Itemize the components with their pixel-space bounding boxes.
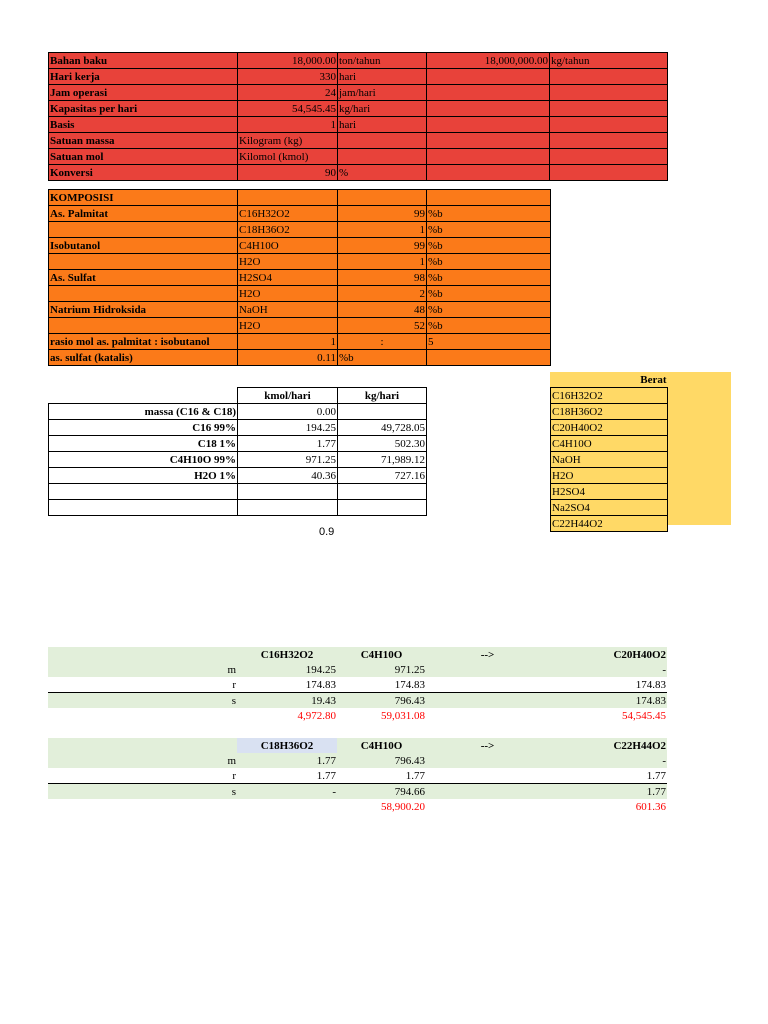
mass-label: H2O 1% [49, 468, 238, 484]
berat-header: Berat [551, 372, 668, 388]
param-label: Basis [49, 117, 238, 133]
mass-kmol [238, 500, 338, 516]
ratio-left: 1 [238, 334, 338, 350]
composition-row [49, 254, 551, 270]
reaction-row [48, 677, 667, 693]
reaction-row-label: s [48, 784, 237, 800]
reaction-value-p: 1.77 [549, 784, 667, 800]
reaction-spacer [426, 677, 549, 693]
reaction-value-a: 19.43 [237, 693, 337, 709]
component-name: As. Sulfat [49, 270, 238, 286]
param-row [49, 149, 668, 165]
berat-row [551, 452, 668, 468]
param-value-2 [427, 85, 550, 101]
reaction-spacer [426, 768, 549, 784]
composition-row [49, 222, 551, 238]
composition-row [49, 206, 551, 222]
param-value-2 [427, 69, 550, 85]
mass-kg: 71,989.12 [338, 452, 427, 468]
mass-kmol: 40.36 [238, 468, 338, 484]
component-name: Isobutanol [49, 238, 238, 254]
reaction-value-p: - [549, 753, 667, 768]
component-unit: %b [427, 270, 551, 286]
reaction-row [48, 662, 667, 677]
reaction-row-label: r [232, 769, 236, 782]
berat-item: H2O [551, 468, 668, 484]
mass-row [49, 484, 427, 500]
r2-arrow: --> [426, 738, 549, 753]
col-kmol-header: kmol/hari [238, 388, 338, 404]
r1-mass-b: 59,031.08 [381, 709, 425, 722]
param-value-2 [427, 101, 550, 117]
catalyst-unit: %b [338, 350, 427, 366]
param-label: Konversi [49, 165, 238, 181]
param-unit-2 [550, 101, 668, 117]
mass-label: massa (C16 & C18) [49, 404, 238, 420]
param-label: Jam operasi [49, 85, 238, 101]
r2-mass-b: 58,900.20 [381, 800, 425, 813]
component-formula: C4H10O [238, 238, 338, 254]
composition-row [49, 318, 551, 334]
param-row [49, 85, 668, 101]
mass-kmol: 0.00 [238, 404, 338, 420]
param-label: Satuan massa [49, 133, 238, 149]
reaction-value-p: - [549, 662, 667, 677]
param-unit-2 [550, 165, 668, 181]
component-value: 2 [338, 286, 427, 302]
component-formula: H2SO4 [238, 270, 338, 286]
param-label: Hari kerja [49, 69, 238, 85]
param-unit-2 [550, 117, 668, 133]
mass-row [49, 468, 427, 484]
param-unit-2 [550, 69, 668, 85]
r1-reactant-b: C4H10O [337, 647, 426, 662]
catalyst-row [49, 350, 551, 366]
param-value: Kilomol (kmol) [238, 149, 338, 165]
mass-row [49, 452, 427, 468]
ratio-separator: : [338, 334, 427, 350]
ratio-right: 5 [427, 334, 551, 350]
berat-item: NaOH [551, 452, 668, 468]
param-label: Satuan mol [49, 149, 238, 165]
param-value: 90 [238, 165, 338, 181]
ratio-label: rasio mol as. palmitat : isobutanol [49, 334, 238, 350]
r1-mass-a: 4,972.80 [297, 709, 336, 722]
param-unit: ton/tahun [338, 53, 427, 69]
reaction-value-b: 971.25 [337, 662, 426, 677]
reaction-row-label: m [48, 753, 237, 768]
param-value: 54,545.45 [238, 101, 338, 117]
reaction-value-b: 796.43 [337, 753, 426, 768]
mass-table-header [49, 388, 427, 404]
berat-row [551, 436, 668, 452]
reaction-value-a: 194.25 [237, 662, 337, 677]
reaction-value-a: - [237, 784, 337, 800]
param-value-2 [427, 165, 550, 181]
composition-header: KOMPOSISI [49, 190, 238, 206]
mass-label: C18 1% [49, 436, 238, 452]
param-unit: hari [338, 69, 427, 85]
component-name [49, 254, 238, 270]
r1-arrow: --> [426, 647, 549, 662]
col-kg-header: kg/hari [338, 388, 427, 404]
component-value: 1 [338, 222, 427, 238]
mass-kg [338, 404, 427, 420]
param-value-2 [427, 149, 550, 165]
component-name [49, 318, 238, 334]
reaction-row-label: s [48, 693, 237, 709]
param-value: Kilogram (kg) [238, 133, 338, 149]
composition-table [48, 189, 551, 366]
mass-kmol: 1.77 [238, 436, 338, 452]
parameters-table [48, 52, 668, 181]
reaction-row [48, 693, 667, 709]
r2-mass-a [237, 799, 337, 814]
berat-row [551, 468, 668, 484]
berat-row [551, 404, 668, 420]
param-unit [338, 149, 427, 165]
param-row [49, 117, 668, 133]
r2-reactant-a: C18H36O2 [237, 738, 337, 753]
berat-row [551, 420, 668, 436]
component-name: Natrium Hidroksida [49, 302, 238, 318]
param-row [49, 69, 668, 85]
reaction-spacer [426, 784, 549, 800]
component-name: As. Palmitat [49, 206, 238, 222]
mass-row [49, 500, 427, 516]
berat-row [551, 516, 668, 532]
berat-item: C22H44O2 [551, 516, 668, 532]
conversion-note: 0.9 [319, 526, 335, 538]
reaction-value-a: 1.77 [316, 769, 336, 782]
composition-header-row [49, 190, 551, 206]
r2-mass-p: 601.36 [635, 800, 666, 813]
param-unit-2 [550, 85, 668, 101]
component-value: 99 [338, 238, 427, 254]
reaction-value-p: 1.77 [646, 769, 666, 782]
component-value: 52 [338, 318, 427, 334]
mass-table [48, 387, 427, 516]
berat-item: C16H32O2 [551, 388, 668, 404]
mass-kg: 502.30 [338, 436, 427, 452]
berat-row [551, 484, 668, 500]
composition-row [49, 238, 551, 254]
param-unit-2: kg/tahun [550, 53, 668, 69]
param-label: Bahan baku [49, 53, 238, 69]
component-unit: %b [427, 254, 551, 270]
mass-kmol: 971.25 [238, 452, 338, 468]
composition-row [49, 302, 551, 318]
r2-product: C22H44O2 [549, 738, 667, 753]
component-unit: %b [427, 318, 551, 334]
r1-mass-p: 54,545.45 [622, 709, 666, 722]
component-value: 1 [338, 254, 427, 270]
r2-reactant-b: C4H10O [337, 738, 426, 753]
mass-kg: 727.16 [338, 468, 427, 484]
component-formula: H2O [238, 254, 338, 270]
param-unit: jam/hari [338, 85, 427, 101]
param-unit: kg/hari [338, 101, 427, 117]
component-unit: %b [427, 302, 551, 318]
mass-label [49, 484, 238, 500]
berat-row [551, 500, 668, 516]
catalyst-label: as. sulfat (katalis) [49, 350, 238, 366]
r1-product: C20H40O2 [549, 647, 667, 662]
reaction-value-p: 174.83 [549, 693, 667, 709]
component-unit: %b [427, 222, 551, 238]
berat-item: C4H10O [551, 436, 668, 452]
reaction-2-mass-row [48, 799, 667, 814]
param-row [49, 101, 668, 117]
r1-reactant-a: C16H32O2 [237, 647, 337, 662]
component-unit: %b [427, 286, 551, 302]
param-value: 18,000.00 [238, 53, 338, 69]
component-name [49, 222, 238, 238]
reaction-1-mass-row [48, 708, 667, 723]
reaction-value-b: 794.66 [337, 784, 426, 800]
reaction-value-p: 174.83 [635, 678, 666, 691]
reaction-1-table [48, 647, 667, 723]
reaction-value-a: 174.83 [305, 678, 336, 691]
param-value-2 [427, 133, 550, 149]
param-value: 330 [238, 69, 338, 85]
mass-label: C4H10O 99% [49, 452, 238, 468]
catalyst-value: 0.11 [238, 350, 338, 366]
mass-kg [338, 500, 427, 516]
param-unit-2 [550, 149, 668, 165]
reaction-value-b: 796.43 [337, 693, 426, 709]
reaction-row-label: r [232, 678, 236, 691]
mass-kmol: 194.25 [238, 420, 338, 436]
reaction-2-header [48, 738, 667, 753]
component-formula: C16H32O2 [238, 206, 338, 222]
mass-label: C16 99% [49, 420, 238, 436]
mass-kmol [238, 484, 338, 500]
ratio-row [49, 334, 551, 350]
berat-item: C20H40O2 [551, 420, 668, 436]
param-unit-2 [550, 133, 668, 149]
reaction-value-a: 1.77 [237, 753, 337, 768]
reaction-row [48, 753, 667, 768]
berat-table [550, 372, 668, 532]
composition-row [49, 270, 551, 286]
berat-item: H2SO4 [551, 484, 668, 500]
component-unit: %b [427, 238, 551, 254]
param-unit: % [338, 165, 427, 181]
param-value: 1 [238, 117, 338, 133]
reaction-spacer [426, 753, 549, 768]
component-unit: %b [427, 206, 551, 222]
berat-row [551, 388, 668, 404]
param-label: Kapasitas per hari [49, 101, 238, 117]
component-value: 98 [338, 270, 427, 286]
param-row [49, 53, 668, 69]
component-formula: NaOH [238, 302, 338, 318]
param-value-2 [427, 117, 550, 133]
component-formula: C18H36O2 [238, 222, 338, 238]
component-value: 48 [338, 302, 427, 318]
param-row [49, 165, 668, 181]
component-formula: H2O [238, 286, 338, 302]
param-value: 24 [238, 85, 338, 101]
param-value-2: 18,000,000.00 [427, 53, 550, 69]
reaction-spacer [426, 662, 549, 677]
reaction-row [48, 784, 667, 800]
mass-row [49, 436, 427, 452]
param-row [49, 133, 668, 149]
component-value: 99 [338, 206, 427, 222]
mass-kg [338, 484, 427, 500]
mass-label [49, 500, 238, 516]
composition-row [49, 286, 551, 302]
berat-item: Na2SO4 [551, 500, 668, 516]
reaction-row-label: m [48, 662, 237, 677]
reaction-1-header [48, 647, 667, 662]
mass-row [49, 404, 427, 420]
param-unit: hari [338, 117, 427, 133]
component-name [49, 286, 238, 302]
reaction-row [48, 768, 667, 784]
component-formula: H2O [238, 318, 338, 334]
mass-kg: 49,728.05 [338, 420, 427, 436]
reaction-value-b: 1.77 [405, 769, 425, 782]
mass-row [49, 420, 427, 436]
reaction-value-b: 174.83 [394, 678, 425, 691]
berat-item: C18H36O2 [551, 404, 668, 420]
param-unit [338, 133, 427, 149]
reaction-spacer [426, 693, 549, 709]
reaction-2-table [48, 738, 667, 814]
